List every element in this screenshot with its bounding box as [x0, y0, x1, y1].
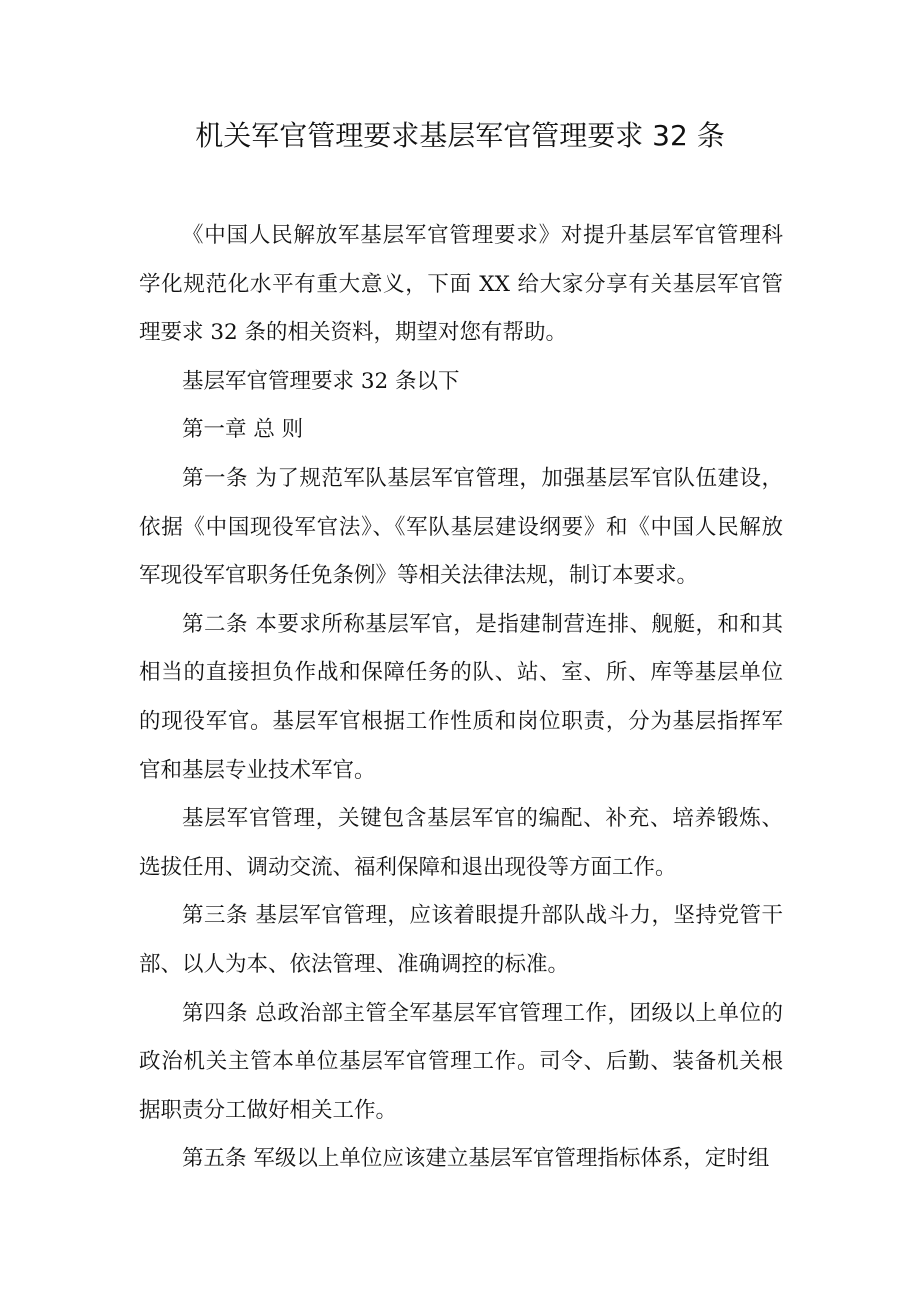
article-3: 第三条 基层军官管理，应该着眼提升部队战斗力，坚持党管干部、以人为本、依法管理、准确调控的标准。	[139, 903, 783, 977]
article-2: 第二条 本要求所称基层军官，是指建制营连排、舰艇，和和其相当的直接担负作战和保障任务的队、站、室、所、库等基层单位的现役军官。基层军官根据工作性质和岗位职责，分为基层指挥军官和基层专业技术军官。	[139, 611, 783, 783]
paragraph-heading-list: 基层军官管理要求 32 条以下	[182, 368, 460, 394]
chapter-heading: 第一章 总 则	[182, 417, 304, 443]
document-title: 机关军官管理要求基层军官管理要求 32 条	[195, 119, 725, 152]
article-2-continued: 基层军官管理，关键包含基层军官的编配、补充、培养锻炼、选拔任用、调动交流、福利保障和退出现役等方面工作。	[139, 806, 783, 880]
article-1: 第一条 为了规范军队基层军官管理，加强基层军官队伍建设，依据《中国现役军官法》、《军队基层建设纲要》和《中国人民解放军现役军官职务任免条例》等相关法律法规，制订本要求。	[139, 465, 783, 589]
document-body	[139, 212, 783, 1184]
article-5: 第五条 军级以上单位应该建立基层军官管理指标体系，定时组	[182, 1146, 770, 1172]
paragraph-intro: 《中国人民解放军基层军官管理要求》对提升基层军官管理科学化规范化水平有重大意义，下面 XX 给大家分享有关基层军官管理要求 32 条的相关资料，期望对您有帮助。	[139, 223, 783, 346]
article-4: 第四条 总政治部主管全军基层军官管理工作，团级以上单位的政治机关主管本单位基层军官管理工作。司令、后勤、装备机关根据职责分工做好相关工作。	[139, 1000, 783, 1123]
